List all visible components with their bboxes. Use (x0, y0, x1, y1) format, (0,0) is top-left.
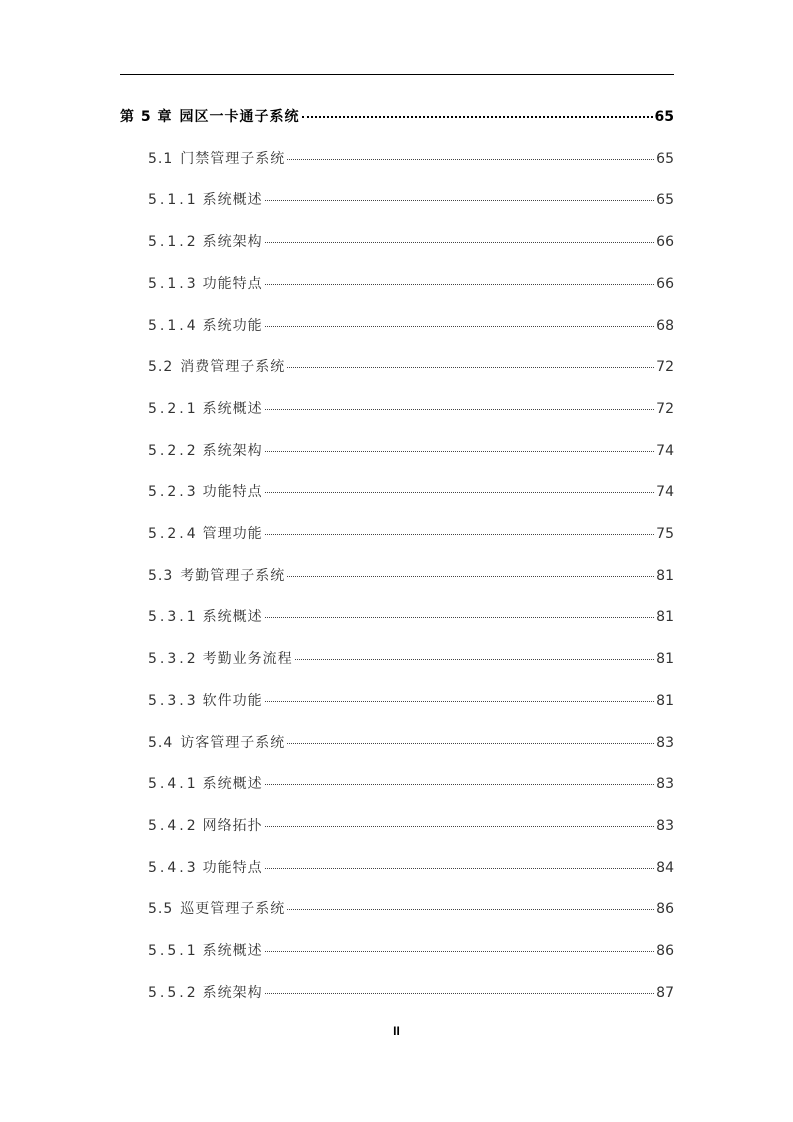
toc-entry-page: 81 (656, 651, 674, 667)
toc-entry[interactable] (148, 732, 674, 754)
toc-entry-number: 5.1.3 (148, 276, 199, 292)
toc-entry-page: 81 (656, 609, 674, 625)
toc-entry-page: 72 (656, 359, 674, 375)
toc-dot-leader (287, 909, 654, 910)
toc-entry-page: 83 (656, 818, 674, 834)
toc-entry[interactable] (148, 273, 674, 295)
toc-entry-number: 5.2.4 (148, 526, 199, 542)
toc-entry-title: 考勤管理子系统 (180, 568, 286, 584)
toc-entry-title: 消费管理子系统 (180, 359, 286, 375)
toc-dot-leader (265, 701, 655, 702)
toc-dot-leader (295, 659, 655, 660)
toc-entry-number: 5.3.1 (148, 609, 199, 625)
toc-entry-title: 管理功能 (202, 526, 263, 542)
toc-entry-page: 84 (656, 860, 674, 876)
toc-entry-number: 5.5.1 (148, 943, 199, 959)
toc-dot-leader (265, 492, 655, 493)
toc-dot-leader (287, 743, 654, 744)
toc-dot-leader (265, 617, 655, 618)
toc-entry-title: 系统概述 (202, 401, 263, 417)
toc-entry-title: 系统功能 (202, 318, 263, 334)
toc-entry[interactable] (148, 773, 674, 795)
toc-entry-number: 5.4 (148, 735, 174, 751)
toc-entry[interactable] (148, 315, 674, 337)
toc-entry[interactable] (148, 606, 674, 628)
toc-entry[interactable] (148, 940, 674, 962)
toc-dot-leader (265, 200, 655, 201)
toc-entry-title: 功能特点 (202, 276, 263, 292)
toc-dot-leader (302, 116, 653, 118)
toc-entry-page: 65 (656, 151, 674, 167)
toc-entry-page: 74 (656, 443, 674, 459)
toc-entry[interactable] (148, 481, 674, 503)
toc-dot-leader (265, 451, 655, 452)
toc-entry[interactable] (148, 982, 674, 1004)
toc-dot-leader (265, 242, 655, 243)
toc-dot-leader (265, 326, 655, 327)
toc-dot-leader (265, 784, 655, 785)
toc-entry-number: 5.2.3 (148, 484, 199, 500)
toc-entry-number: 5.4.3 (148, 860, 199, 876)
toc-entry-number: 5.1.4 (148, 318, 199, 334)
toc-dot-leader (265, 409, 655, 410)
toc-entry-number: 5.4.1 (148, 776, 199, 792)
toc-entry-page: 75 (656, 526, 674, 542)
toc-entry-title: 系统概述 (202, 609, 263, 625)
toc-entry-title: 巡更管理子系统 (180, 901, 286, 917)
toc-entry-page: 81 (656, 693, 674, 709)
toc-entry-page: 65 (654, 109, 674, 125)
toc-entry-title: 网络拓扑 (202, 818, 263, 834)
toc-entry-number: 5.4.2 (148, 818, 199, 834)
toc-entry-page: 74 (656, 484, 674, 500)
toc-entry[interactable] (148, 398, 674, 420)
toc-entry-page: 68 (656, 318, 674, 334)
toc-entry[interactable] (148, 690, 674, 712)
toc-entry-page: 65 (656, 192, 674, 208)
toc-entry-number: 5.3.3 (148, 693, 199, 709)
toc-entry-number: 5.2 (148, 359, 174, 375)
toc-entry-title: 系统概述 (202, 192, 263, 208)
toc-entry-title: 功能特点 (202, 860, 263, 876)
toc-entry-title: 系统架构 (202, 234, 263, 250)
toc-dot-leader (265, 826, 655, 827)
toc-entry-number: 5.5 (148, 901, 174, 917)
toc-dot-leader (265, 951, 655, 952)
toc-entry-page: 83 (656, 776, 674, 792)
toc-dot-leader (265, 284, 655, 285)
toc-entry-title: 访客管理子系统 (180, 735, 286, 751)
toc-dot-leader (287, 576, 654, 577)
toc-dot-leader (287, 159, 654, 160)
toc-entry-number: 5.3.2 (148, 651, 199, 667)
toc-entry[interactable] (148, 523, 674, 545)
toc-entry-page: 66 (656, 234, 674, 250)
toc-entry-title: 门禁管理子系统 (180, 151, 286, 167)
footer-page-number: II (393, 1024, 400, 1038)
toc-entry[interactable] (148, 231, 674, 253)
toc-entry[interactable] (148, 356, 674, 378)
toc-entry[interactable] (148, 189, 674, 211)
toc-entry-number: 5.1.2 (148, 234, 199, 250)
toc-entry[interactable] (148, 440, 674, 462)
toc-entry-title: 软件功能 (202, 693, 263, 709)
toc-entry[interactable] (148, 857, 674, 879)
toc-entry-page: 72 (656, 401, 674, 417)
toc-entry[interactable] (148, 565, 674, 587)
header-rule (120, 74, 674, 75)
toc-entry-title: 系统架构 (202, 985, 263, 1001)
toc-entry-title: 功能特点 (202, 484, 263, 500)
toc-entry-page: 87 (656, 985, 674, 1001)
toc-entry-page: 83 (656, 735, 674, 751)
toc-entry-title: 系统概述 (202, 776, 263, 792)
toc-entry-title: 系统概述 (202, 943, 263, 959)
toc-entry-number: 5.2.1 (148, 401, 199, 417)
toc-entry-page: 81 (656, 568, 674, 584)
toc-entry-number: 5.3 (148, 568, 174, 584)
toc-entry-page: 66 (656, 276, 674, 292)
toc-entry[interactable] (148, 148, 674, 170)
toc-entry-number: 5.5.2 (148, 985, 199, 1001)
toc-entry-number: 5.1 (148, 151, 174, 167)
toc-entry-page: 86 (656, 901, 674, 917)
toc-dot-leader (265, 993, 655, 994)
toc-dot-leader (265, 868, 655, 869)
toc-entry[interactable] (120, 106, 674, 128)
toc-entry-number: 5.1.1 (148, 192, 199, 208)
toc-entry-number: 5.2.2 (148, 443, 199, 459)
toc-entry-number: 第 5 章 (120, 109, 173, 125)
toc-entry-title: 园区一卡通子系统 (179, 109, 300, 125)
toc-entry-page: 86 (656, 943, 674, 959)
toc-entry[interactable] (148, 898, 674, 920)
toc-dot-leader (287, 367, 654, 368)
toc-entry-title: 考勤业务流程 (202, 651, 293, 667)
toc-entry[interactable] (148, 648, 674, 670)
toc-entry-title: 系统架构 (202, 443, 263, 459)
toc-entry[interactable] (148, 815, 674, 837)
toc-dot-leader (265, 534, 655, 535)
